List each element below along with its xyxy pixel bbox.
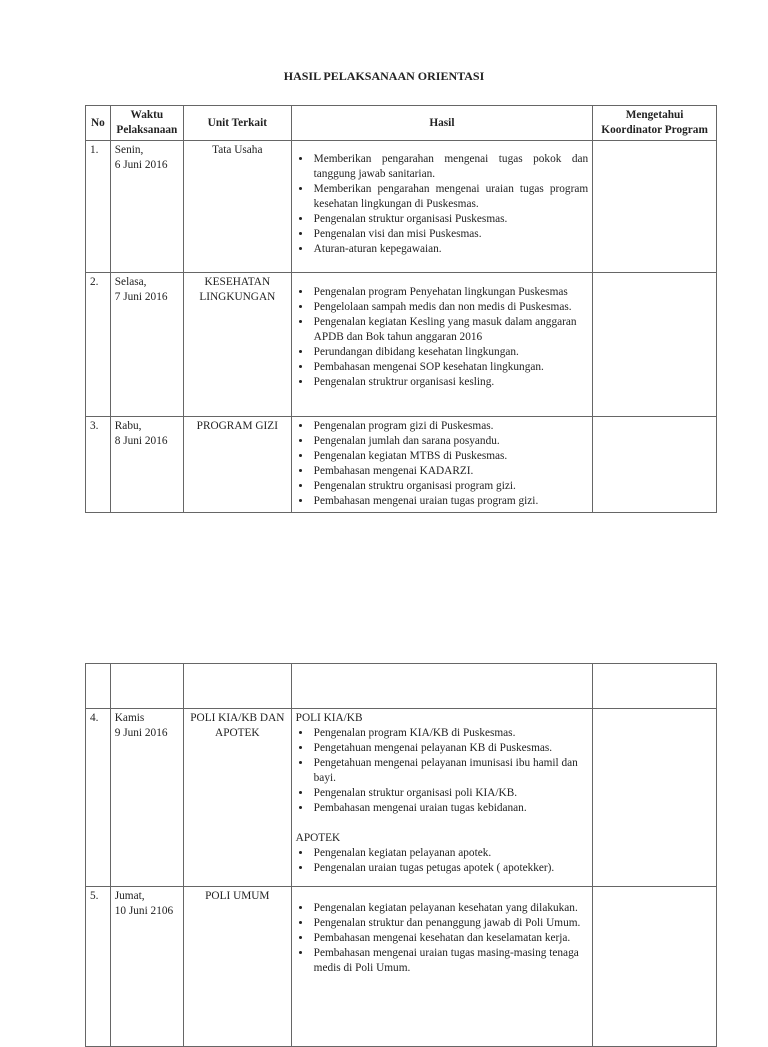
list-item: • Pengenalan kegiatan Kesling yang masuk dalam anggaran APDB dan Bok tahun anggaran 2016 [312, 315, 589, 345]
day: Senin, [114, 144, 144, 156]
list-item: • Pembahasan mengenai uraian tugas kebidanan. [312, 801, 589, 816]
row-no: 3. [86, 417, 111, 513]
table-row [86, 273, 717, 417]
list-item: • Pengenalan program KIA/KB di Puskesmas. [312, 726, 589, 741]
row-unit: Tata Usaha [183, 141, 291, 273]
table-row [86, 709, 717, 887]
list-item: • Pengenalan struktur organisasi Puskesmas. [312, 212, 589, 227]
list-item: • Memberikan pengarahan mengenai uraian tugas program kesehatan lingkungan di Puskesmas. [312, 182, 589, 212]
row-no: 2. [86, 273, 111, 417]
row-date [110, 141, 183, 273]
header-unit: Unit Terkait [183, 106, 291, 141]
header-waktu: Waktu Pelaksanaan [110, 106, 183, 141]
header-row [86, 106, 717, 141]
date: 9 Juni 2016 [114, 727, 168, 739]
list-item: • Pengetahuan mengenai pelayanan KB di Puskesmas. [312, 741, 589, 756]
header-mengetahui: Mengetahui Koordinator Program [593, 106, 717, 141]
row-unit: KESEHATAN LINGKUNGAN [183, 273, 291, 417]
list-item: • Pengenalan struktru organisasi program gizi. [312, 479, 589, 494]
list-item: • Pembahasan mengenai SOP kesehatan lingkungan. [312, 360, 589, 375]
day: Rabu, [114, 420, 142, 432]
day: Jumat, [114, 890, 145, 902]
row-hasil [291, 141, 593, 273]
date: 7 Juni 2016 [114, 291, 168, 303]
section-heading: APOTEK [295, 832, 341, 844]
header-no: No [86, 106, 111, 141]
row-unit: PROGRAM GIZI [183, 417, 291, 513]
date: 8 Juni 2016 [114, 435, 168, 447]
orientation-table-page1 [85, 105, 717, 513]
section-heading: POLI KIA/KB [295, 712, 363, 724]
row-no: 4. [86, 709, 111, 887]
list-item: • Perundangan dibidang kesehatan lingkungan. [312, 345, 589, 360]
document-title: HASIL PELAKSANAAN ORIENTASI [283, 69, 485, 83]
day: Selasa, [114, 276, 147, 288]
table-row [86, 887, 717, 1047]
row-unit: POLI UMUM [183, 887, 291, 1047]
row-date [110, 417, 183, 513]
list-item: • Pengenalan kegiatan pelayanan kesehatan yang dilakukan. [312, 901, 589, 916]
row-signature [593, 273, 717, 417]
list-item: • Aturan-aturan kepegawaian. [312, 242, 589, 257]
row-hasil [291, 273, 593, 417]
table-row [86, 141, 717, 273]
list-item: • Pengenalan struktur organisasi poli KIA/KB. [312, 786, 589, 801]
list-item: • Pembahasan mengenai kesehatan dan keselamatan kerja. [312, 931, 589, 946]
header-hasil: Hasil [291, 106, 593, 141]
row-no: 1. [86, 141, 111, 273]
row-hasil [291, 709, 593, 887]
row-signature [593, 417, 717, 513]
date: 6 Juni 2016 [114, 159, 168, 171]
list-item: • Pengenalan uraian tugas petugas apotek ( apotekker). [312, 861, 589, 876]
row-hasil [291, 887, 593, 1047]
row-signature [593, 709, 717, 887]
list-item: • Pembahasan mengenai uraian tugas masing-masing tenaga medis di Poli Umum. [312, 946, 589, 976]
date: 10 Juni 2106 [114, 905, 174, 917]
row-signature [593, 141, 717, 273]
list-item: • Pengenalan visi dan misi Puskesmas. [312, 227, 589, 242]
list-item: • Pengenalan kegiatan MTBS di Puskesmas. [312, 449, 589, 464]
day: Kamis [114, 712, 145, 724]
list-item: • Pengenalan struktur dan penanggung jawab di Poli Umum. [312, 916, 589, 931]
row-hasil [291, 417, 593, 513]
row-date [110, 709, 183, 887]
list-item: • Pengetahuan mengenai pelayanan imunisasi ibu hamil dan bayi. [312, 756, 589, 786]
list-item: • Memberikan pengarahan mengenai tugas pokok dan tanggung jawab sanitarian. [312, 152, 589, 182]
orientation-table-page2 [85, 663, 717, 1047]
list-item: • Pengenalan program Penyehatan lingkungan Puskesmas [312, 285, 589, 300]
row-date [110, 273, 183, 417]
list-item: • Pengenalan jumlah dan sarana posyandu. [312, 434, 589, 449]
list-item: • Pembahasan mengenai uraian tugas program gizi. [312, 494, 589, 509]
list-item: • Pembahasan mengenai KADARZI. [312, 464, 589, 479]
list-item: • Pengenalan struktrur organisasi kesling. [312, 375, 589, 390]
table-row [86, 417, 717, 513]
row-date [110, 887, 183, 1047]
row-no: 5. [86, 887, 111, 1047]
row-unit: POLI KIA/KB DAN APOTEK [183, 709, 291, 887]
empty-header-row [86, 664, 717, 709]
list-item: • Pengenalan program gizi di Puskesmas. [312, 419, 589, 434]
list-item: • Pengenalan kegiatan pelayanan apotek. [312, 846, 589, 861]
list-item: • Pengelolaan sampah medis dan non medis di Puskesmas. [312, 300, 589, 315]
row-signature [593, 887, 717, 1047]
